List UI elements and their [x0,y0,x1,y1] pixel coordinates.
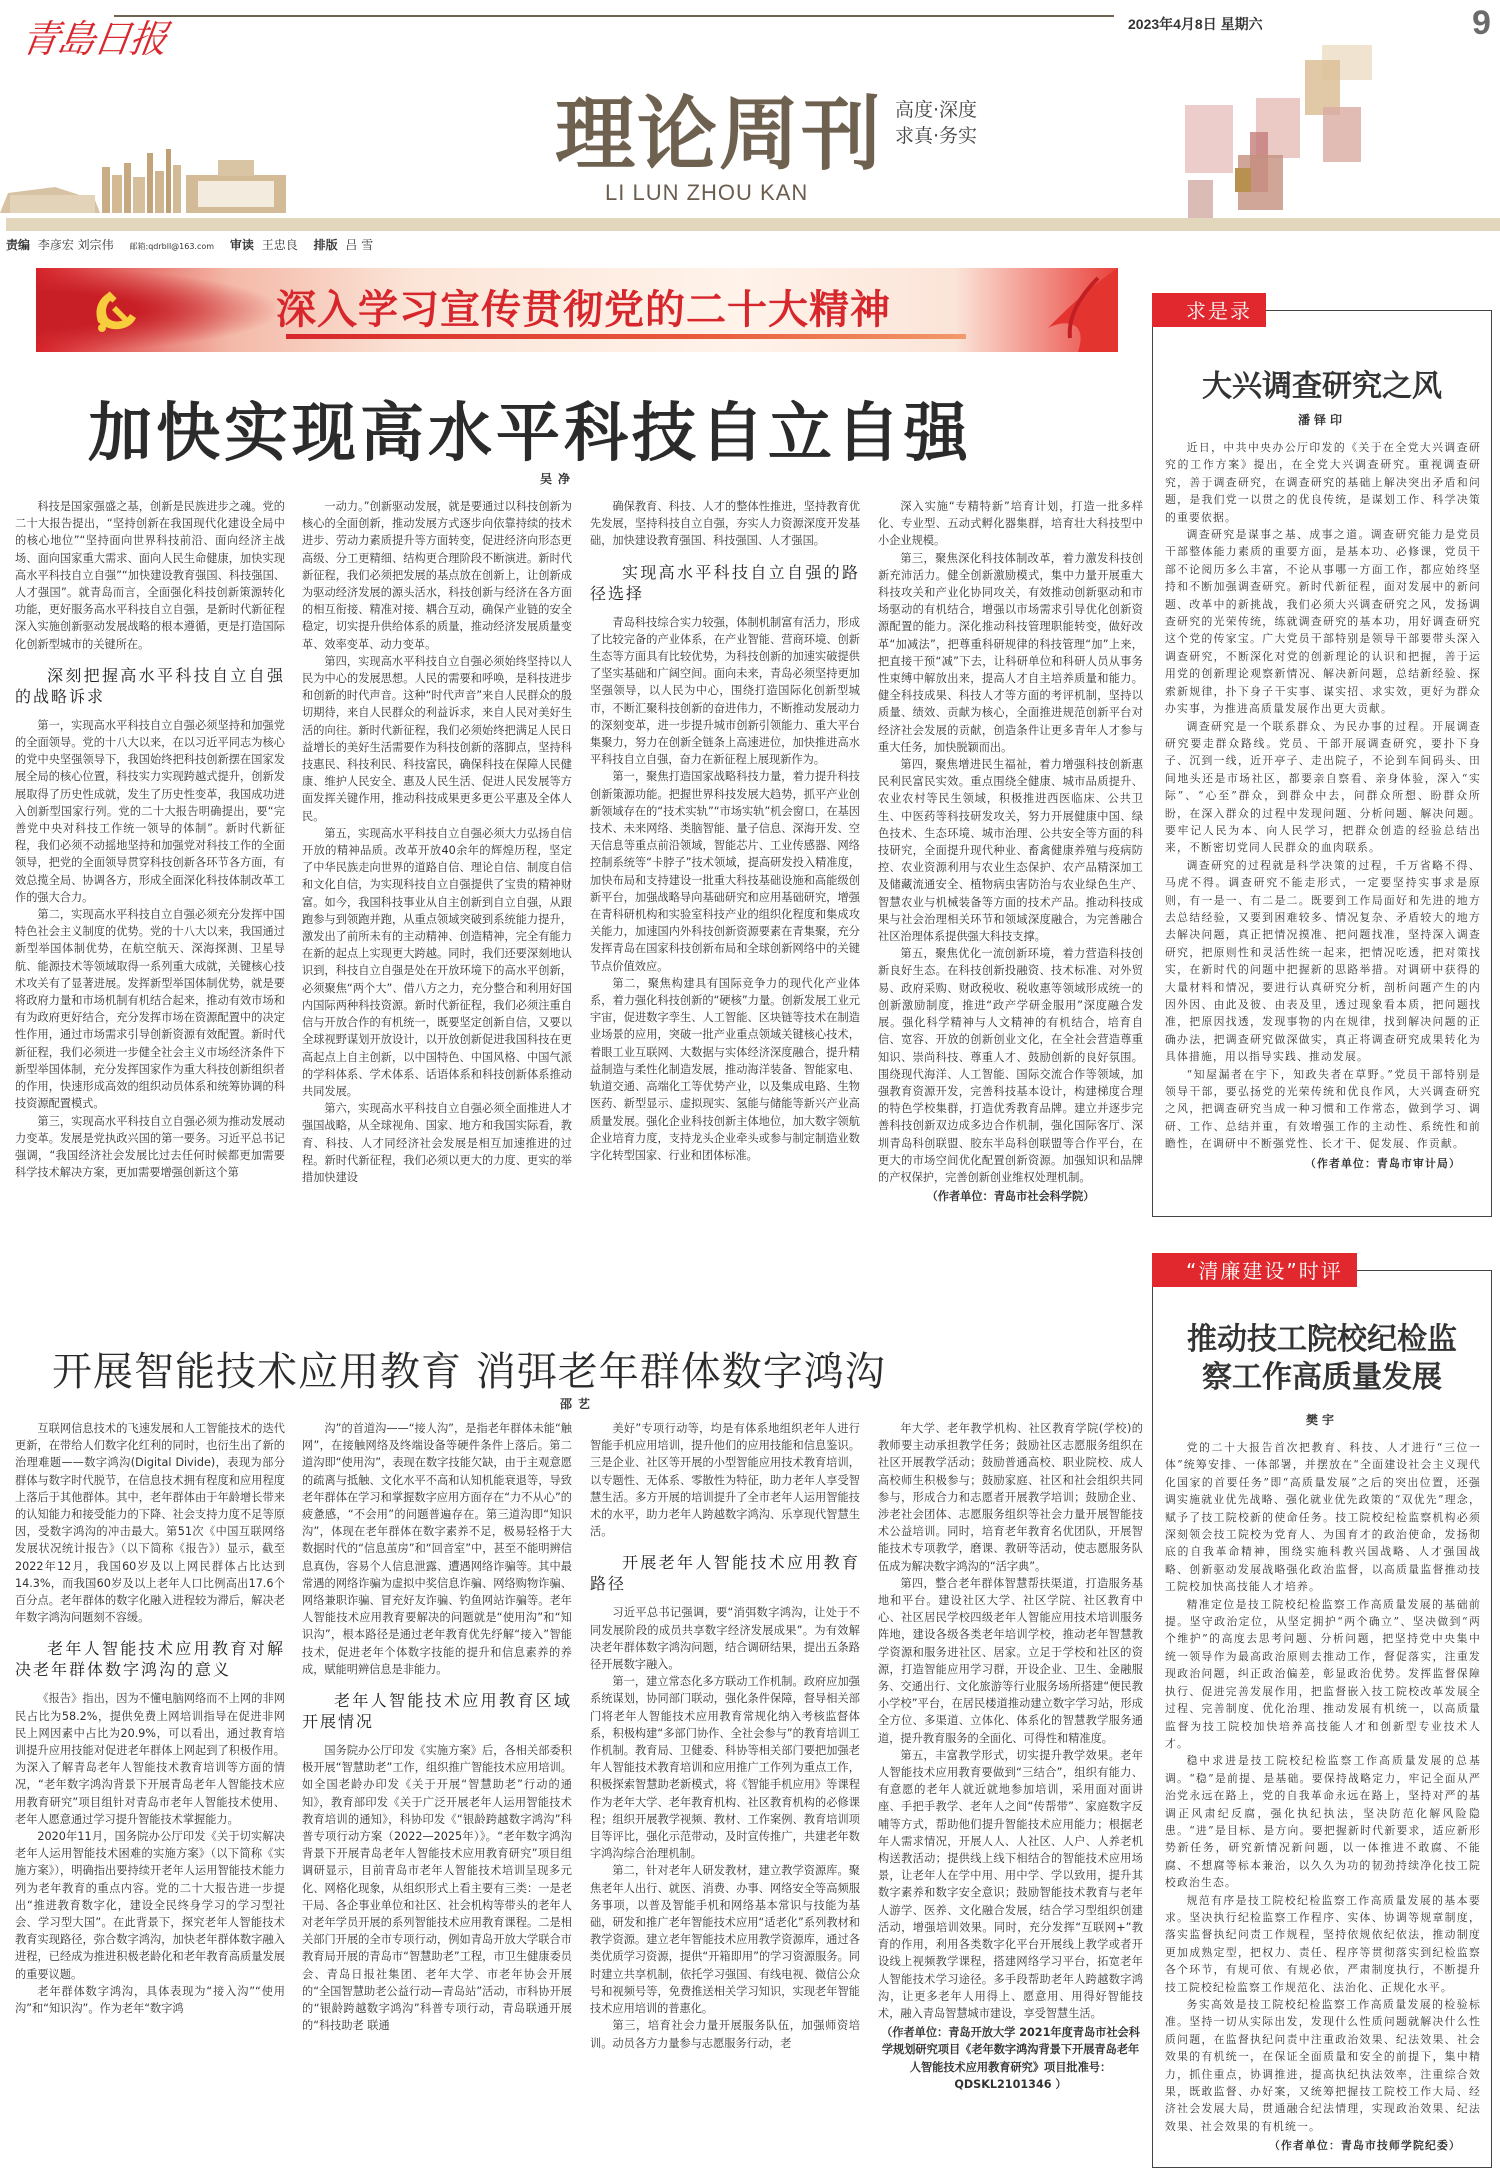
paragraph: 年大学、老年教学机构、社区教育学院(学校)的教师要主动承担教学任务；鼓励社区志愿服务组织在社区开展教学活动；鼓励普通高校、职业院校、成人高校师生积极参与；鼓励家庭、社区和社会组织共同参与，形成合力和志愿者开展教学培训；鼓励企业、涉老社会团体、志愿服务组织等社会力量开展智能技术公益培训。同时，培育老年教育名优团队，开展智能技术专项教学，磨课、教研等活动，使志愿服务队伍成为解决数字鸿沟的“活字典”。 [878,1422,1143,1573]
subheading: 深刻把握高水平科技自立自强的战略诉求 [15,665,285,706]
paragraph: 第二，实现高水平科技自立自强必须充分发挥中国特色社会主义制度的优势。党的十八大以来，我国通过新型举国体制优势，在航空航天、深海探测、卫星导航、能源技术等领域取得一系列重大成就，关键核心技术攻关有了显著进展。发挥新型举国体制优势，就是要将政府力量和市场机制有机结合起来，推动有效市场和有为政府更好结合，充分发挥市场在资源配置中的决定性作用，通过市场需求引导创新资源有效配置。新时代新征程，我们必须进一步健全社会主义市场经济条件下新型举国体制，充分发挥国家作为重大科技创新组织者的作用，快速形成高效的组织动员体系和统筹协调的科技资源配置模式。 [15,908,285,1111]
sidebar1-body [1165,439,1481,1209]
article2-column-1 [15,1420,285,2172]
section-slogan [895,97,977,149]
paragraph: 第一，建立常态化多方联动工作机制。政府应加强系统谋划，协同部门联动，强化条件保障，督导相关部门将老年人智能技术应用教育常规化纳入考核监督体系，积极构建“多部门协作、全社会参与”的教育培训工作机制。教育局、卫健委、科协等相关部门要把加强老年人智能技术教育培训和应用推广工作列为重点工作，积极探索智慧助老新模式，将《智能手机应用》等课程作为老年大学、老年教育机构、社区教育机构的必修课程；组织开展教学视频、教材、工作案例、教育培训项目等评比，强化示范带动，及时宣传推广，共建老年数字鸿沟综合治理机制。 [590,1675,860,1861]
paragraph: 青岛科技综合实力较强，体制机制富有活力，形成了比较完备的产业体系，在产业智能、营商环境、创新生态等方面具有比较优势，为科技创新的加速实破提供了坚实基础和广阔空间。面向未来，青岛必须坚持更加坚强领导，以人民为中心，围绕打造国际化创新型城市，不断汇聚科技创新的奋进伟力，不断推动发展动力的深刻变革，进一步提升城市创新引领能力、重大平台集聚力，努力在创新全链条上高速进位，加快推进高水平科技自立自强，奋力在新征程上展现新作为。 [590,615,860,767]
author-affiliation: （作者单位：青岛市审计局） [1305,1156,1461,1170]
sidebar-clean-governance [1152,1259,1492,2168]
section-title: 理论周刊 [555,87,883,181]
slogan-line-2: 求真·务实 [895,125,978,147]
paragraph: 第三，培育社会力量开展服务队伍，加强师资培训。动员各方力量参与志愿服务行动，老 [590,2019,860,2050]
column-tag-clean-governance: “清廉建设”时评 [1152,1253,1357,1287]
issue-date: 2023年4月8日 星期六 [1128,16,1263,32]
paragraph: 第二，针对老年人研发教材，建立教学资源库。聚焦老年人出行、就医、消费、办事、网络安全等高频服务事项，以普及智能手机和网络基本常识与技能为基础，研发和推广老年智能技术应用“适老化”系列教材和教学资源。建立老年智能技术应用教学资源库，通过各类优质学习资源，提供“开箱即用”的学习资源服务。同时建立共享机制，依托学习强国、有线电视、微信公众号和视频号等，免费推送相关学习知识，实现老年智能技术应用培训的普惠化。 [590,1864,860,2016]
paragraph: 稳中求进是技工院校纪检监察工作高质量发展的总基调。“稳”是前提、是基础。要保持战略定力，牢记全面从严治党永远在路上，党的自我革命永远在路上，坚持对严的基调正风肃纪反腐，强化执纪执法，坚决防范化解风险隐患。“进”是目标、是方向。要把握新时代新要求，适应新形势新任务，研究新情况新问题，以一体推进不敢腐、不能腐、不想腐等标本兼治，以久久为功的韧劲持续净化技工院校政治生态。 [1165,1754,1481,1890]
paragraph: 2020年11月，国务院办公厅印发《关于切实解决老年人运用智能技术困难的实施方案》（以下简称《实施方案》），明确指出要持续开老年人运用智能技术能力列为老年教育的重点内容。党的二十大报告进一步提出“推进教育数字化，建设全民终身学习的学习型社会、学习型大国”。在此背景下，探究老年人智能技术教育实现路径，弥合数字鸿沟，加快老年群体数字融入进程，已经成为推进积极老龄化和老年教育高质量发展的重要议题。 [15,1830,285,1981]
theme-banner [36,268,1118,352]
decorative-squares [1060,40,1500,230]
column-tag-qiushilu: 求是录 [1152,293,1266,327]
layout-label: 排版 [313,238,338,252]
paragraph: 第一，实现高水平科技自立自强必须坚持和加强党的全面领导。党的十八大以来，在以习近平同志为核心的党中央坚强领导下，我国始终把科技创新摆在国家发展全局的核心位置，科技实力实现跨越式提升，创新发展取得了历史性成就，发生了历史性变革，我国成功进入创新型国家行列。党的二十大报告明确提出，要“完善党中央对科技工作统一领导的体制”。新时代新征程，我们必须不动摇地坚持和加强党对科技工作的全面领导，把党的全面领导贯穿科技创新各环节各方面，有效总揽全局、协调各方，形成全面深化科技体制改革工作的强大合力。 [15,718,285,904]
paragraph: “知屋漏者在宇下，知政失者在草野。”党员干部特别是领导干部，要弘扬党的光荣传统和优良作风，大兴调查研究之风，把调查研究当成一种习惯和工作常态，做到学习、调研、工作、总结并重，有效增强工作的主动性、系统性和前瞻性，在调研中不断强党性、长才干、促发展、作贡献。 [1165,1067,1481,1151]
paragraph: 第四，聚焦增进民生福祉，着力增强科技创新惠民利民富民实效。重点围绕全健康、城市品质提升、农业农村等民生领域，积极推进西医临床、公共卫生、中医药等科技研发攻关，努力开展健康中国、绿色技术、生态环境、城市治理、公共安全等方面的科技研究，全面提升现代种业、畜禽健康养殖与疫病防控、农业资源利用与农业生态保护、农产品精深加工及储藏流通安全、植物病虫害防治与农业绿色生产、智慧农业与机械装备等方面的技术产品。推动科技成果与社会治理相关环节和领域深度融合，为完善融合社区治理体系提供强大科技支撑。 [878,758,1143,944]
top-rule [114,15,1114,17]
paragraph: 一动力。”创新驱动发展，就是要通过以科技创新为核心的全面创新，推动发展方式逐步向依靠持续的技术进步、劳动力素质提升等方面转变，促进经济向形态更高级、分工更精细、结构更合理阶段不断演进。新时代新征程，我们必须把发展的基点放在创新上，让创新成为驱动经济发展的源头活水，科技创新与经济在各方面的相互衔接、精准对接、耦合互动，确保产业链的安全稳定，切实提升供给体系的质量，推动经济发展质量变革、效率变革、动力变革。 [302,500,572,651]
paragraph: 第三，实现高水平科技自立自强必须为推动发展动力变革。发展是党执政兴国的第一要务。习近平总书记强调，“我国经济社会发展比过去任何时候都更加需要科学技术解决方案，更加需要增强创新这个第 [15,1114,285,1180]
page-number: 9 [1472,4,1491,42]
section-pinyin: LI LUN ZHOU KAN [605,180,809,205]
reviewer-name: 王忠良 [261,238,298,252]
paragraph: 第四，实现高水平科技自立自强必须始终坚持以人民为中心的发展思想。人民的需要和呼唤，是科技进步和创新的时代声音。这种“时代声音”来自人民群众的殷切期待，来自人民群众的利益诉求，来自人民对美好生活的向往。新时代新征程，我们必须始终把满足人民日益增长的美好生活需要作为科技创新的落脚点，坚持科技惠民、科技利民、科技富民，确保科技在保障人民健康、维护人民安全、惠及人民生活、促进人民发展等方面发挥关键作用，推动科技成果更多更公平惠及全体人民。 [302,654,572,823]
paragraph: 第六，实现高水平科技自立自强必须全面推进人才强国战略，从全球视角、国家、地方和我国实际看，教育、科技、人才同经济社会发展是相互加速推进的过程。新时代新征程，我们必须以更大的力度、更实的举措加快建设 [302,1102,572,1184]
newspaper-logo[interactable]: 青島日报 [18,17,169,61]
paragraph: 《报告》指出，因为不懂电脑网络而不上网的非网民占比为58.2%，提供免费上网培训指导在促进非网民上网因素中占比为20.9%，可以看出，通过教育培训提升应用技能对促进老年群体上网起到了积极作用。为深入了解青岛老年人智能技术教育培训等方面的情况，“老年数字鸿沟背景下开展青岛老年人智能技术应用教育研究”项目组针对青岛市老年人智能技术使用、老年人愿意通过学习提升智能技术掌握能力。 [15,1692,285,1826]
article1-column-1 [15,498,285,1313]
paragraph: 第五，实现高水平科技自立自强必须大力弘扬自信开放的精神品质。改革开放40余年的辉煌历程，坚定了中华民族走向世界的道路自信、理论自信、制度自信和文化自信，为实现科技自立自强提供了宝贵的精神财富。如今，我国科技事业从自主创新到自立自强，从跟跑参与到领跑并跑，从重点领域突破到系统能力提升，激发出了前所未有的主动精神、创造精神，完全有能力在新的起点上实现更大跨越。同时，我们还要深刻地认识到，科技自立自强是处在开放环境下的高水平创新，必须聚焦“两个大”、借八方之力，充分整合和利用好国内国际两种科技资源。新时代新征程，我们必须注重自信与开放合作的有机统一，既要坚定创新自信，又要以全球视野谋划开放设计，以开放创新促进我国科技在更高起点上自主创新，以中国特色、中国风格、中国气派的学科体系、学术体系、话语体系和科技创新体系推动共同发展。 [302,826,572,1098]
paragraph: 近日，中共中央办公厅印发的《关于在全党大兴调查研究的工作方案》提出，在全党大兴调查研究。重视调查研究，善于调查研究，在调查研究的基础上解决突出矛盾和问题，是我们党一以贯之的优良传统，是谋划工作、科学决策的重要依据。 [1165,441,1481,524]
paragraph: 习近平总书记强调，要“消弭数字鸿沟，让处于不同发展阶段的成员共享数字经济发展成果”。为有效解决老年群体数字鸿沟问题，结合调研结果，提出五条路径开展数字融入。 [590,1606,860,1672]
subheading: 老年人智能技术应用教育区域开展情况 [302,1691,572,1732]
red-ribbon-decoration [1008,268,1118,352]
paragraph: 科技是国家强盛之基，创新是民族进步之魂。党的二十大报告提出，“坚持创新在我国现代化建设全局中的核心地位”“坚持面向世界科技前沿、面向经济主战场、面向国家重大需求、面向人民生命健康，加快实现高水平科技自立自强”“加快建设教育强国、科技强国、人才强国”。就青岛而言，全面强化科技创新策源转化功能，更好服务高水平科技自立自强，是新时代新征程深入实施创新驱动发展战略的根本遵循，更是打造国际化创新型城市的关键所在。 [15,500,285,651]
slogan-line-1: 高度·深度 [895,99,978,121]
editor-email[interactable]: 邮箱:qdrbll@163.com [129,242,215,251]
paragraph: 美好”专项行动等，均是有体系地组织老年人进行智能手机应用培训，提升他们的应用技能和信息鉴识。三是企业、社区等开展的小型智能应用技术教育培训，以专题性、无体系、零散性为特征，助力老年人享受智慧生活。多方开展的培训提升了全市老年人运用智能技术的水平，助力老年人跨越数字鸿沟、乐享现代智慧生活。 [590,1422,860,1539]
editorial-credits [6,236,373,253]
paragraph: 第五，聚焦优化一流创新环境，着力营造科技创新良好生态。在科技创新投融资、技术标准、对外贸易、政府采购、财政税收、税收惠等领域形成统一的创新激励制度，推进“政产学研金服用”深度融合发展。强化科学精神与人文精神的有机结合，培育自信、宽容、开放的创新创业文化，在全社会营造尊重知识、崇尚科技、尊重人才、鼓励创新的良好氛围。围绕现代海洋、人工智能、国际交流合作等领域，加强教育资源开发，完善科技基本设计，构建梯度合理的特色学校集群，打造优秀教育品牌。建立并逐步完善科技创新双边成多边合作机制，强化国际客厅、深圳青岛科创联盟、胶东半岛科创联盟等合作平台，在更大的市场空间优化配置创新资源。加强知识和品牌的产权保护，完善创新创业维权处理机制。 [878,947,1143,1184]
paragraph: 第三，聚焦深化科技体制改革，着力激发科技创新充沛活力。健全创新激励模式，集中力量开展重大科技攻关和产业化协同攻关，有效推动创新驱动和市场驱动的有机结合，增强以市场需求引导优化创新资源配置的能力。深化推动科技管理职能转变，做好改革“加减法”，把尊重科研规律的科技管理“加”上来，把直接干预“减”下去，让科研单位和科研人员从事务性束缚中解放出来，提高人才自主培养质量和能力。健全科技成果、科技人才等方面的考评机制，坚持以质量、绩效、贡献为核心，全面推进规范创新平台对经济社会发展的贡献，创造条件让更多青年人才参与重大任务，加快脱颖而出。 [878,551,1143,754]
header-band [6,218,1500,231]
paragraph: 调查研究的过程就是科学决策的过程，千万省略不得、马虎不得。调查研究不能走形式，一定要坚持实事求是原则，有一是一、有二是二。既要到工作局面好和先进的地方去总结经验，又要到困难较多、情况复杂、矛盾较大的地方去解决问题，真正把情况摸准、把问题找准，坚持深入调查研究，把原则性和灵活性统一起来，把情况吃透，把对策找实，在新时代的问题中把握新的思路举措。对调研中获得的大量材料和情况，要进行认真研究分析，剖析问题产生的内因外因、由此及彼、由表及里，透过现象看本质，把问题找准，把原因找透，发现事物的内在规律，找到解决问题的正确办法，把调查研究做深做实，真正将调查研究成果转化为具体措施，用以指导实践、推动发展。 [1165,858,1481,1064]
subheading: 实现高水平科技自立自强的路径选择 [590,562,860,603]
paragraph: 第五，丰富教学形式，切实提升教学效果。老年人智能技术应用教育要做到“三结合”，组织有能力、有意愿的老年人就近就地参加培训，采用面对面讲座、手把手教学、老年人之间“传帮带”、家庭数字反哺等方式，帮助他们提升智能技术应用能力；根据老年人需求情况，开展人人、人社区、人户、人养老机构送教活动；提供线上线下相结合的智能技术应用场景，让老年人在学中用、用中学、学以致用，提升其数字素养和数字安全意识；鼓励智能技术教育与老年人游学、医养、文化融合发展，结合学习型组织创建活动，增强培训效果。同时，充分发挥“互联网+”教育的作用，利用各类数字化平台开展线上教学或者开设线上视频教学课程，搭建网络学习平台，拓宽老年人智能技术学习途径。多手段帮助老年人跨越数字鸿沟，让更多老年人用得上、愿意用、用得好智能技术，融入青岛智慧城市建设，享受智慧生活。 [878,1748,1143,2020]
banner-text: 深入学习宣传贯彻党的二十大精神 [276,286,891,333]
author-affiliation: （作者单位：青岛市技师学院纪委） [1269,2139,1461,2153]
article2-column-2 [302,1420,572,2172]
author-affiliation: （作者单位：青岛市社会科学院） [926,1190,1095,1204]
sidebar-qiushilu [1152,299,1492,1217]
paragraph: 调查研究是谋事之基、成事之道。调查研究能力是党员干部整体能力素质的重要方面，是基本功、必修课，党员干部不论阅历多么丰富，不论从事哪一方面工作，都应始终坚持和不断加强调查研究。新时代新征程，面对发展中的新问题、改革中的新挑战，我们必须大兴调查研究之风，发扬调查研究的光荣传统，练就调查研究的基本功，用好调查研究这个党的传家宝。广大党员干部特别是领导干部要带头深入调查研究，不断深化对党的创新理论的认识和把握，善于运用党的创新理论观察新情况、解决新问题，总结新经验、探索新规律，扑下身子干实事、谋实招、求实效，更好为群众办实事，为推进高质量发展作出更大贡献。 [1165,528,1481,716]
article2-headline[interactable]: 开展智能技术应用教育 消弭老年群体数字鸿沟 [52,1349,886,1395]
subheading: 老年人智能技术应用教育对解决老年群体数字鸿沟的意义 [15,1639,285,1680]
article1-column-2 [302,498,572,1313]
banner-flag-swoosh [36,268,276,352]
paragraph: 第二，聚焦构建具有国际竞争力的现代化产业体系，着力强化科技创新的“硬核”力量。创新发展工业元宇宙，促进数字孪生、人工智能、区块链等技术在制造业场景的应用，突破一批产业重点领域关键核心技术，着眼工业互联网、大数据与实体经济深度融合，提升精益制造与柔性化制造发展，推动海洋装备、智能家电、轨道交通、高端化工等优势产业，以及集成电路、生物医药、新型显示、虚拟现实、氢能与储能等新兴产业高质量发展。强化企业科技创新主体地位，加大数字领航企业培育力度，支持龙头企业牵头或参与制定制造业数字化转型国家、行业和团体标准。 [590,976,860,1162]
paragraph: 沟”的首道沟——“接人沟”，是指老年群体未能“触网”，在接触网络及终端设备等硬件条件上落后。第二道沟即“使用沟”，表现在数字技能欠缺，由于主观意愿的疏离与抵触、文化水平不高和认知机能衰退等，导致老年群体在学习和掌握数字应用方面存在“力不从心”的疲惫感，“不会用”的问题普遍存在。第三道沟即“知识沟”，体现在老年群体在数字素养不足，极易轻格于大数据时代的“信息茧房”和“回音室”中，甚至不能明辨信息真伪，容易个人信息泄露、遭遇网络诈骗等。其中最常遇的网络诈骗为虚拟中奖信息诈骗、网络购物诈骗、网络兼职诈骗、冒充好友诈骗、钓鱼网站诈骗等。老年人智能技术应用教育要解决的问题就是“使用沟”和“知识沟”，根本路径是通过老年教育优先纾解“接入”智能技术，促进老年个体数字技能的提升和信息素养的养成，赋能明辨信息是非能力。 [302,1422,572,1676]
sidebar2-headline[interactable]: 推动技工院校纪检监察工作高质量发展 [1187,1322,1457,1395]
subheading: 开展老年人智能技术应用教育路径 [590,1553,860,1594]
sidebar1-headline[interactable]: 大兴调查研究之风 [1202,369,1442,404]
banner-underline [286,334,966,339]
paragraph: 第四，整合老年群体智慧帮扶渠道，打造服务基地和平台。建设社区大学、社区学院、社区教育中心、社区居民学校四级老年人智能应用技术培训服务阵地，建设各级各类老年培训学校，推动老年智慧教学资源和服务进社区、居家。立足于学校和社区的资源，打造智能应用学习群，开设企业、卫生、金融服务、交通出行、文化旅游等行业服务场所搭建“便民教小学校”平台，在居民楼道推动建立数字学习站，形成全方位、多渠道、立体化、体系化的智慧教学服务通道，提升教育服务的全面化、可得性和精准度。 [878,1576,1143,1745]
paragraph: 深入实施“专精特新”培育计划，打造一批多样化、专业型、五动式孵化器集群，培育壮大科技型中小企业规模。 [878,500,1143,548]
sidebar2-body [1165,1439,1481,2159]
editor-label: 责编 [6,238,31,252]
paragraph: 老年群体数字鸿沟，具体表现为“接入沟”“使用沟”和“知识沟”。作为老年“数字鸿 [15,1984,285,2016]
paragraph: 互联网信息技术的飞速发展和人工智能技术的迭代更新，在带给人们数字化红利的同时，也衍生出了新的治理难题——数字鸿沟(Digital Divide)，表现为部分群体与数字时代脱节，在信息技术拥有程度和应用程度上落后于其他群体。其中，老年群体由于年龄增长带来的认知能力和接受能力的下降、社会支持力度不足等原因，受数字鸿沟的冲击最大。第51次《中国互联网络发展状况统计报告》（以下简称《报告》）显示，截至2022年12月，我国60岁及以上网民群体占比达到14.3%，而我国60岁及以上老年人口比例高出17.6个百分点。老年群体的数字化融入进程较为滞后，解决老年数字鸿沟问题刻不容缓。 [15,1422,285,1625]
article1-headline[interactable]: 加快实现高水平科技自立自强 [88,396,972,471]
layout-name: 吕 雪 [345,238,374,252]
article2-column-3 [590,1420,860,2172]
paragraph: 第一，聚焦打造国家战略科技力量，着力提升科技创新策源功能。把握世界科技发展大趋势，抓平产业创新领域存在的“技术实轨”“市场实轨”机会窗口，在基因技术、未来网络、类脑智能、量子信息、深海开发、空天信息等重点前沿领域，智能芯片、工业传感器、网络控制系统等“卡脖子”技术领域，提高研发投入精准度，加快布局和支持建设一批重大科技基础设施和高能级创新平台，加强战略导向基础研究和应用基础研究，增强在青科研机构和实验室科技产业的组织化程度和集成攻关能力，加速国内外科技创新资源要素在青集聚，充分发挥青岛在国家科技创新布局和全球创新网络中的关键节点价值效应。 [590,770,860,973]
author-affiliation: （作者单位：青岛开放大学 2021年度青岛市社会科学规划研究项目《老年数字鸿沟背景下开展青岛老年人智能技术应用教育研究》项目批准号：QDSKL2101346 ） [881,2026,1140,2091]
paragraph: 确保教育、科技、人才的整体性推进，坚持教育优先发展，坚持科技自立自强，夯实人力资源深度开发基础，加快建设教育强国、科技强国、人才强国。 [590,500,860,548]
article1-column-4 [878,498,1143,1313]
editor-names: 李彦宏 刘宗伟 [37,238,114,252]
masthead [0,0,1500,252]
article2-byline: 邵艺 [560,1397,597,1411]
paragraph: 调查研究是一个联系群众、为民办事的过程。开展调查研究要走群众路线。党员、干部开展调查研究，要扑下身子、沉到一线，近开亭子、走出院子，不论到车间码头、田间地头还是市场社区，都要亲自察看、亲身体验，深入“实际”、“心至”群众，到群众中去，问群众所想、盼群众所盼，在深入群众的过程中发现问题、分析问题、解决问题。要牢记人民为本、向人民学习，把群众创造的经验总结出来，不断密切党同人民群众的血肉联系。 [1165,719,1481,855]
reviewer-label: 审读 [229,238,254,252]
paragraph: 规范有序是技工院校纪检监察工作高质量发展的基本要求。坚决执行纪检监察工作程序、实体、协调等规章制度，落实监督执纪问责工作规程，坚持依规依纪依法，推动制度更加成熟定型，把权力、责任、程序等贯彻落实到纪检监察各个环节，有规可依、有规必依，严肃制度执行，不断提升技工院校纪检监察工作规范化、法治化、正规化水平。 [1165,1893,1481,1994]
paragraph: 国务院办公厅印发《实施方案》后，各相关部委积极开展“智慧助老”工作，组织推广智能技术应用培训。如全国老龄办印发《关于开展“智慧助老”行动的通知》，教育部印发《关于广泛开展老年人运用智能技术教育培训的通知》，科协印发《“银龄跨越数字鸿沟”科普专项行动方案（2022—2025年）》。“老年数字鸿沟背景下开展青岛老年人智能技术应用教育研究”项目组调研显示，目前青岛市老年人智能技术培训呈现多元化、网格化现象，从组织形式上看主要有三类：一是老干局、各企事业单位和社区、社会机构等带头的老年人对老年学员开展的系列智能技术应用教育课程。二是相关部门开展的全市专项行动，例如青岛开放大学联合市教育局开展的青岛市“智慧助老”工程，市卫生健康委员会、青岛日报社集团、老年大学、市老年协会开展的“全国智慧助老公益行动—青岛站”活动，市科协开展的“银龄跨越数字鸿沟”科普专项行动，青岛联通开展的“科技助老 联通 [302,1744,572,2033]
city-skyline-illustration [0,135,300,220]
sidebar2-byline: 樊宇 [1305,1413,1338,1427]
article2-column-4 [878,1420,1143,2172]
party-emblem-icon [84,280,144,340]
sidebar1-byline: 潘铎印 [1297,413,1346,427]
article1-column-3 [590,498,860,1313]
paragraph: 精准定位是技工院校纪检监察工作高质量发展的基础前提。坚守政治定位，从坚定拥护“两个确立”、坚决做到“两个维护”的高度去思考问题、分析问题，把坚持党中央集中统一领导作为最高政治原则去推动工作，督促落实，注重发现政治问题，纠正政治偏差，彰显政治优势。发挥监督保障执行、促进完善发展作用，把监督嵌入技工院校改革发展全过程、完善制度、优化治理、推动发展有机统一，以高质量监督为技工院校加快培养高技能人才和创新型专业技术人才。 [1165,1597,1481,1750]
article1-byline: 吴净 [540,472,577,486]
paragraph: 党的二十大报告首次把教育、科技、人才进行“三位一体”统筹安排、一体部署，并摆放在“全面建设社会主义现代化国家的首要任务”即“高质量发展”之后的突出位置，还强调实施就业优先战略、强化就业优先政策的“双优先”理念，赋予了技工院校新的使命任务。技工院校纪检监察机构必须深刻领会技工院校为党育人、为国育才的政治使命，发扬彻底的自我革命精神，围绕实施科教兴国战略、人才强国战略、创新驱动发展战略强化政治监督，以高质量监督推动技工院校加快高技能人才培养。 [1165,1441,1481,1594]
paragraph: 务实高效是技工院校纪检监察工作高质量发展的检验标准。坚持一切从实际出发，发现什么性质问题就解决什么性质问题，在监督执纪问责中注重政治效果、纪法效果、社会效果的有机统一，在保证全面质量和安全的前提下，集中精力，抓住重点，协调推进，提高执纪执法效率，注重综合效果，既敢监督、办好案，又统筹把握技工院校工作大局、经济社会发展大局，贯通融合纪法情理，实现政治效果、纪法效果、社会效果的有机统一。 [1165,1998,1481,2133]
